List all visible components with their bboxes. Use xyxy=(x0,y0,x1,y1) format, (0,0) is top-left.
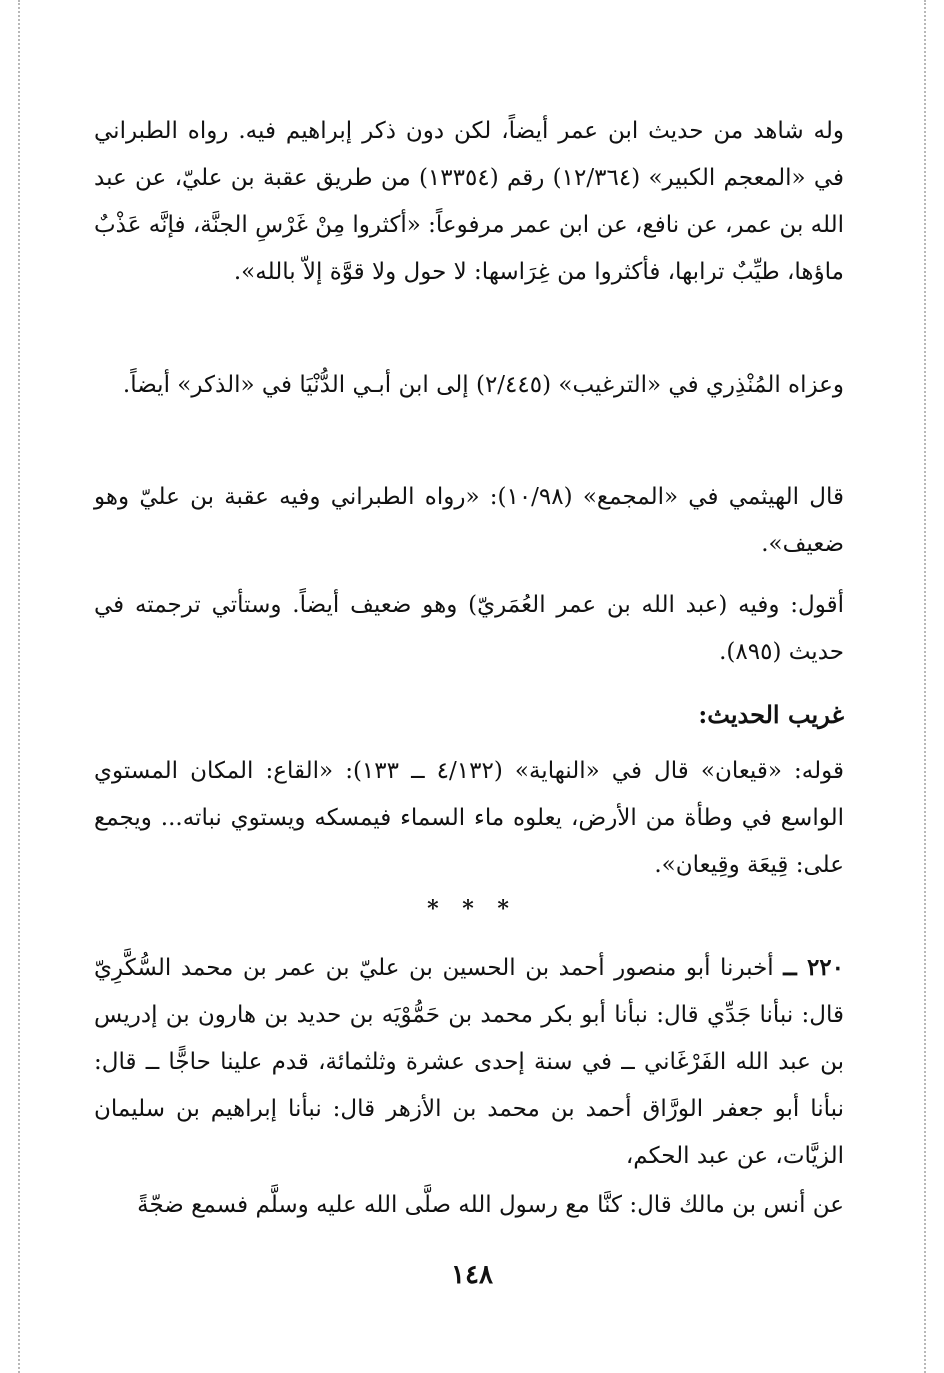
paragraph-mundhiri: وعزاه المُنْذِري في «الترغيب» (٢/٤٤٥) إلى ابن أبـي الدُّنْيَا في «الذكر» أيضاً. xyxy=(122,372,844,398)
right-margin-dotted-line xyxy=(924,0,926,1373)
page-number: ١٤٨ xyxy=(451,1260,493,1290)
section-separator: * * * xyxy=(427,896,517,922)
hadith-220-isnad xyxy=(94,944,844,1180)
section-heading-gharib: غريب الحديث: xyxy=(698,700,844,729)
left-margin-dotted-line xyxy=(18,0,20,1373)
paragraph-tabarani-shahid: وله شاهد من حديث ابن عمر أيضاً، لكن دون ذكر إبراهيم فيه. رواه الطبراني في «المعجم الكبير» (١٢/٣٦٤) رقم (١٣٣٥٤) من طريق عقبة بن عليّ، عن عبد الله بن عمر، عن نافع، عن ابن عمر مرفوعاً: «أكثروا مِنْ غَرْسِ الجنَّة، فإنَّه عَذْبٌ ماؤها، طيِّبٌ ترابها، فأكثروا من غِرَاسها: لا حول ولا قوَّة إلاّ بالله». xyxy=(94,118,844,285)
hadith-number: ٢٢٠ ــ xyxy=(783,954,844,981)
hadith-220-matn: عن أنس بن مالك قال: كنَّا مع رسول الله صلَّى الله عليه وسلَّم فسمع ضجّةً xyxy=(137,1192,844,1218)
paragraph-qiian-definition: قوله: «قيعان» قال في «النهاية» (٤/١٣٢ ــ ١٣٣): «القاع: المكان المستوي الواسع في وطأة من الأرض، يعلوه ماء السماء فيمسكه ويستوي نباته... ويجمع على: قِيعَة وقِيعان». xyxy=(94,758,844,878)
paragraph-haythami: قال الهيثمي في «المجمع» (١٠/٩٨): «رواه الطبراني وفيه عقبة بن عليّ وهو ضعيف». xyxy=(94,484,844,557)
paragraph-author-comment: أقول: وفيه (عبد الله بن عمر العُمَريّ) وهو ضعيف أيضاً. وستأتي ترجمته في حديث (٨٩٥). xyxy=(94,592,844,665)
hadith-220-text: أخبرنا أبو منصور أحمد بن الحسين بن عليّ بن عمر بن محمد السُّكَّرِيّ قال: نبأنا جَدِّي قال: نبأنا أبو بكر محمد بن حَمُّوْيَه بن حديد بن هارون بن إدريس بن عبد الله الفَرْغَاني ــ في سنة إحدى عشرة وثلثمائة، قدم علينا حاجًّا ــ قال: نبأنا أبو جعفر الورَّاق أحمد بن محمد بن الأزهر قال: نبأنا إبراهيم بن سليمان الزيَّات، عن عبد الحكم، xyxy=(94,955,844,1169)
